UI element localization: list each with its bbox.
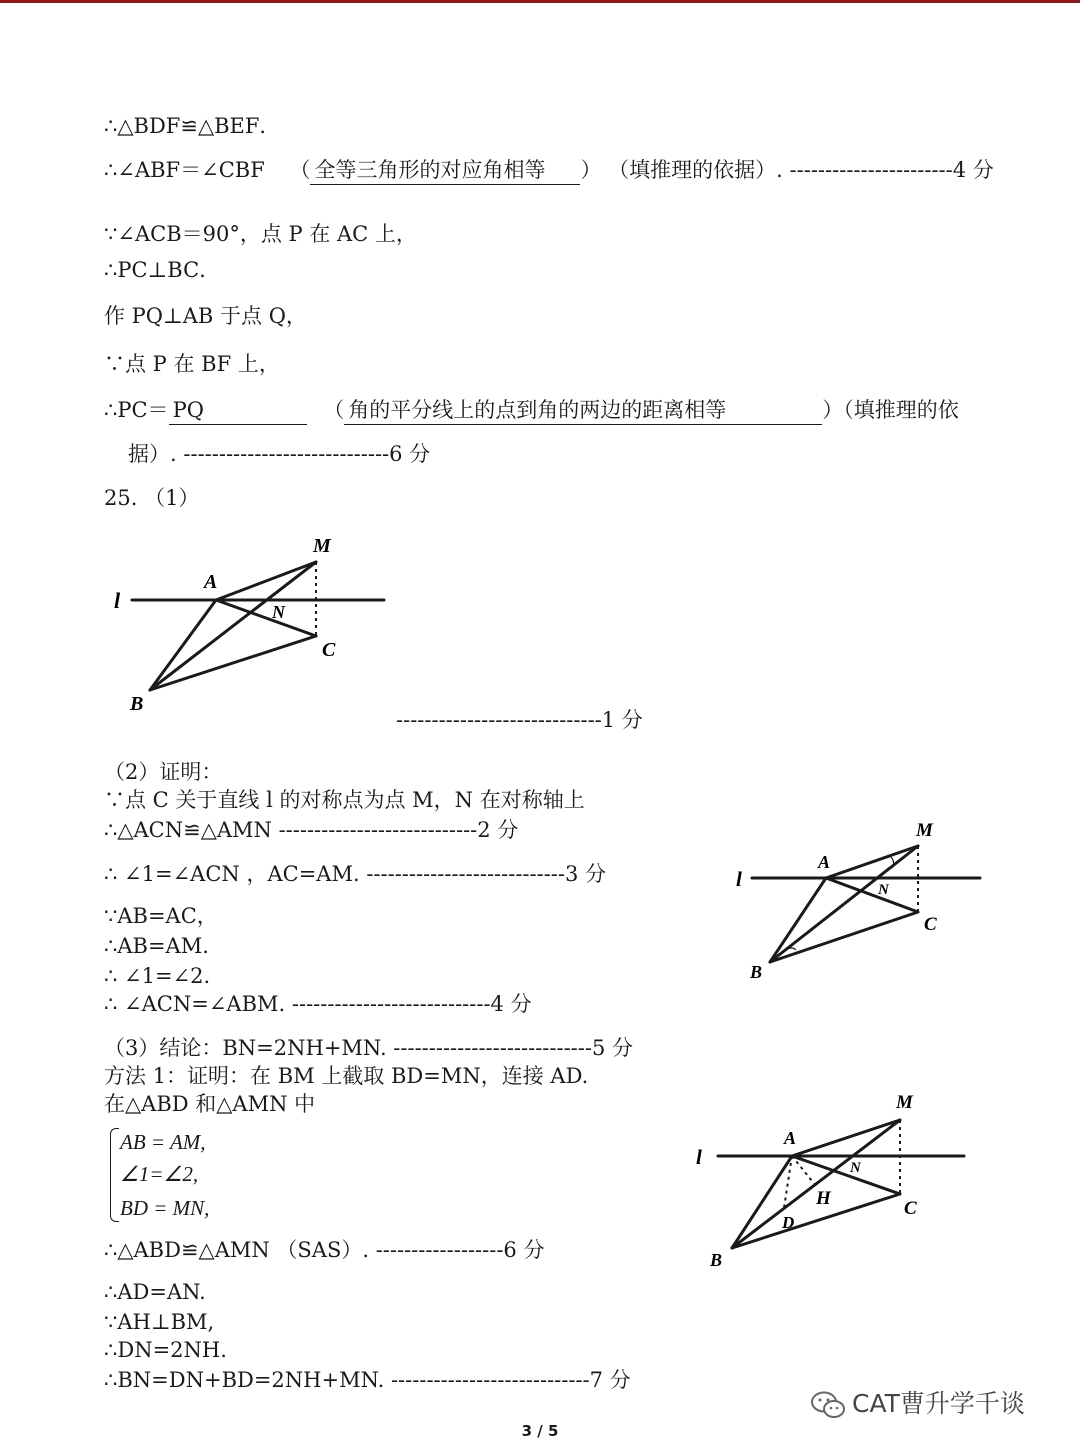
label-h: H <box>816 1188 831 1209</box>
part2-heading: （2）证明： <box>104 760 223 784</box>
score-6-a: -----------------------------6 分 <box>183 442 431 466</box>
label-a: A <box>204 571 218 593</box>
system-line-3: BD = MN, <box>120 1196 210 1220</box>
label-a: A <box>818 852 831 872</box>
label-b: B <box>130 693 144 715</box>
label-l: l <box>696 1145 702 1169</box>
figure-1 <box>100 528 400 718</box>
watermark-text: CAT曹升学千谈 <box>852 1389 1025 1418</box>
seg-bc <box>770 912 918 962</box>
line-in-triangles: 在△ABD 和△AMN 中 <box>104 1092 316 1116</box>
label-l: l <box>114 588 121 613</box>
seg-ac <box>216 600 316 636</box>
label-m: M <box>896 1092 913 1113</box>
pq-blank: PQ <box>169 396 307 425</box>
label-n: N <box>878 882 889 898</box>
score-1: -----------------------------1 分 <box>396 708 643 732</box>
line-dn-2nh: ∴DN=2NH. <box>104 1338 227 1362</box>
reason-hint-2-cont: 据）. <box>128 442 177 466</box>
label-n: N <box>272 602 285 622</box>
score-4: -----------------------4 分 <box>789 158 994 182</box>
system-brace <box>110 1128 119 1222</box>
label-b: B <box>750 962 763 982</box>
line-bn-final: ∴BN=DN+BD=2NH+MN. ----------------------------7 分 <box>104 1368 631 1392</box>
label-c: C <box>904 1198 917 1219</box>
system-line-1: AB = AM, <box>120 1130 206 1154</box>
label-c: C <box>924 914 937 935</box>
reason-hint-2: （填推理的依 <box>843 398 959 422</box>
line-acn-abm: ∴ ∠ACN=∠ABM. ----------------------------4 分 <box>104 992 532 1016</box>
line-ab-am: ∴AB=AM. <box>104 934 209 958</box>
line-pq-perp: 作 PQ⊥AB 于点 Q， <box>104 304 307 328</box>
line-abd-amn-sas: ∴△ABD≌△AMN （SAS）. ------------------6 分 <box>104 1238 545 1262</box>
reason-hint-1: （填推理的依据）. <box>608 158 783 182</box>
line-pc-perp: ∴PC⊥BC． <box>104 258 221 282</box>
line-p-on-bf: ∵点 P 在 BF 上， <box>104 352 280 376</box>
seg-ab <box>732 1156 795 1248</box>
top-border <box>0 0 1080 3</box>
wechat-icon <box>810 1390 846 1420</box>
figure-3 <box>690 1086 980 1272</box>
label-a: A <box>784 1128 797 1148</box>
line-congruent-bdf: ∴△BDF≌△BEF． <box>104 114 281 138</box>
line-ad-an: ∴AD=AN. <box>104 1280 206 1304</box>
page-number: 3 / 5 <box>521 1422 559 1440</box>
line-angle1-2: ∴ ∠1=∠2. <box>104 964 211 988</box>
seg-bc <box>150 636 316 690</box>
figure-2 <box>730 818 990 988</box>
line-hint-cont <box>128 440 430 468</box>
label-d: D <box>782 1213 795 1232</box>
reason-blank-1: 全等三角形的对应角相等 <box>310 156 580 185</box>
line-acn-amn: ∴△ACN≌△AMN ----------------------------2 分 <box>104 818 519 842</box>
seg-ab <box>770 878 826 962</box>
label-m: M <box>313 535 331 557</box>
reason-blank-2: 角的平分线上的点到角的两边的距离相等 <box>344 396 822 425</box>
label-l: l <box>736 867 742 891</box>
seg-am <box>792 1120 900 1156</box>
angle-abf-text: ∴∠ABF＝∠CBF <box>104 158 265 182</box>
line-ah-perp-bm: ∵AH⊥BM, <box>104 1310 215 1334</box>
q25-heading: 25. （1） <box>104 486 200 510</box>
line-acb-90: ∵∠ACB＝90°，点 P 在 AC 上， <box>104 222 417 246</box>
line-angle-abf: ∴∠ABF＝∠CBF （ 全等三角形的对应角相等 ） （填推理的依据）. -----------------------4 分 <box>104 156 994 185</box>
pc-eq-text: ∴PC＝ <box>104 398 169 422</box>
label-m: M <box>916 820 933 841</box>
label-c: C <box>322 639 336 661</box>
part3-conclusion: （3）结论：BN=2NH+MN. ----------------------------5 分 <box>104 1036 634 1060</box>
system-line-2: ∠1=∠2, <box>120 1162 199 1186</box>
watermark <box>810 1384 1025 1420</box>
line-angle1-acn: ∴ ∠1=∠ACN ，AC=AM. ----------------------------3 分 <box>104 862 607 886</box>
label-n: N <box>850 1160 861 1176</box>
line-symmetric: ∵点 C 关于直线 l 的对称点为点 M，N 在对称轴上 <box>104 788 585 812</box>
seg-am <box>216 562 316 600</box>
seg-am <box>826 846 918 878</box>
label-b: B <box>710 1250 723 1270</box>
line-ab-ac: ∵AB=AC， <box>104 904 218 928</box>
line-method1: 方法 1：证明：在 BM 上截取 BD=MN，连接 AD. <box>104 1064 589 1088</box>
line-pc-eq: ∴PC＝ PQ （ 角的平分线上的点到角的两边的距离相等 ）（填推理的依 <box>104 396 959 425</box>
